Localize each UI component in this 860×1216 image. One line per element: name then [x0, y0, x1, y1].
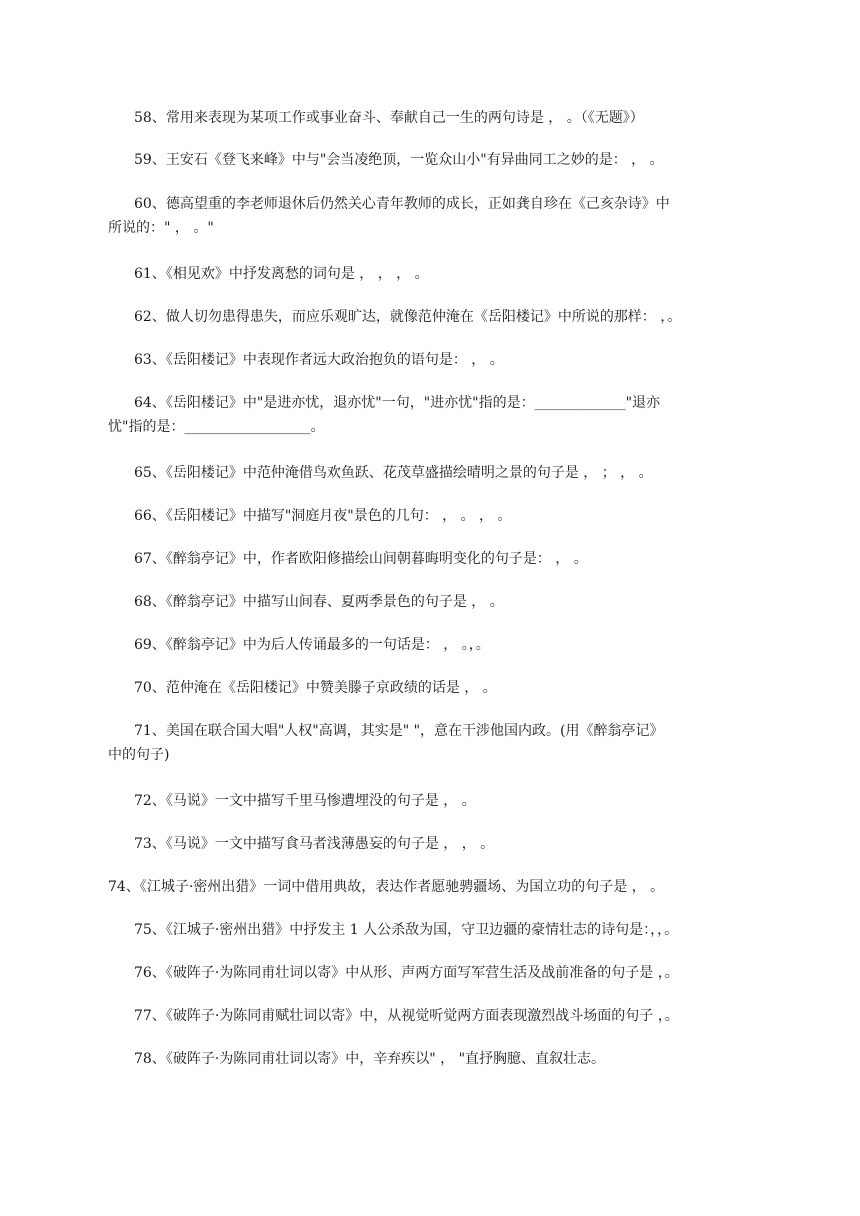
question-71: [108, 719, 734, 767]
question-62: 62、做人切勿患得患失，而应乐观旷达，就像范仲淹在《岳阳楼记》中所说的那样： ，。: [134, 309, 682, 325]
question-70: 70、范仲淹在《岳阳楼记》中赞美滕子京政绩的话是 ， 。: [134, 680, 497, 696]
question-68: 68、《醉翁亭记》中描写山间春、夏两季景色的句子是 ， 。: [134, 594, 504, 610]
question-77: 77、《破阵子·为陈同甫赋壮词以寄》中，从视觉听觉两方面表现激烈战斗场面的句子 ，。: [134, 1008, 679, 1024]
question-75: 75、《江城子·密州出猎》中抒发主 1 人公杀敌为国，守卫边疆的豪情壮志的诗句是：，，。: [134, 922, 679, 938]
question-65: 65、《岳阳楼记》中范仲淹借鸟欢鱼跃、花茂草盛描绘晴明之景的句子是 ， ； ， 。: [134, 465, 653, 481]
question-72: 72、《马说》一文中描写千里马惨遭埋没的句子是 ， 。: [134, 793, 476, 809]
question-76: 76、《破阵子·为陈同甫壮词以寄》中从形、声两方面写军营生活及战前准备的句子是 ，。: [134, 965, 679, 981]
question-60-line2: 所说的：" ， 。": [108, 220, 214, 236]
question-73: 73、《马说》一文中描写食马者浅薄愚妄的句子是 ， ， 。: [134, 836, 495, 852]
question-78: 78、《破阵子·为陈同甫壮词以寄》中，辛弃疾以" ， "直抒胸臆、直叙壮志。: [134, 1051, 606, 1067]
question-71-line1: 71、美国在联合国大唱"人权"高调，其实是" "，意在干涉他国内政。(用《醉翁亭记》: [134, 723, 664, 739]
question-60-line1: 60、德高望重的李老师退休后仍然关心青年教师的成长，正如龚自珍在《己亥杂诗》中: [134, 196, 670, 212]
question-67: 67、《醉翁亭记》中，作者欧阳修描绘山间朝暮晦明变化的句子是： ， 。: [134, 551, 588, 567]
question-59: 59、王安石《登飞来峰》中与"会当凌绝顶，一览众山小"有异曲同工之妙的是： ， 。: [134, 152, 664, 168]
question-66: 66、《岳阳楼记》中描写"洞庭月夜"景色的几句： ， 。 ， 。: [134, 508, 512, 524]
question-64: [108, 391, 734, 439]
question-61: 61、《相见欢》中抒发离愁的词句是 ， ， ， 。: [134, 266, 429, 282]
question-71-line2: 中的句子): [108, 747, 170, 763]
question-64-line1: 64、《岳阳楼记》中"是进亦忧，退亦忧"一句，"进亦忧"指的是：_____________"退亦: [134, 395, 661, 411]
question-74: 74、《江城子·密州出猎》一词中借用典故，表达作者愿驰骋疆场、为国立功的句子是 ， 。: [108, 879, 665, 895]
question-63: 63、《岳阳楼记》中表现作者远大政治抱负的语句是： ， 。: [134, 352, 504, 368]
question-58: 58、常用来表现为某项工作或事业奋斗、奉献自己一生的两句诗是 ， 。（《无题》）: [134, 110, 644, 126]
question-64-line2: 忧"指的是：__________________。: [108, 419, 325, 435]
question-60: [108, 192, 734, 240]
question-69: 69、《醉翁亭记》中为后人传诵最多的一句话是： ， 。，。: [134, 637, 490, 653]
